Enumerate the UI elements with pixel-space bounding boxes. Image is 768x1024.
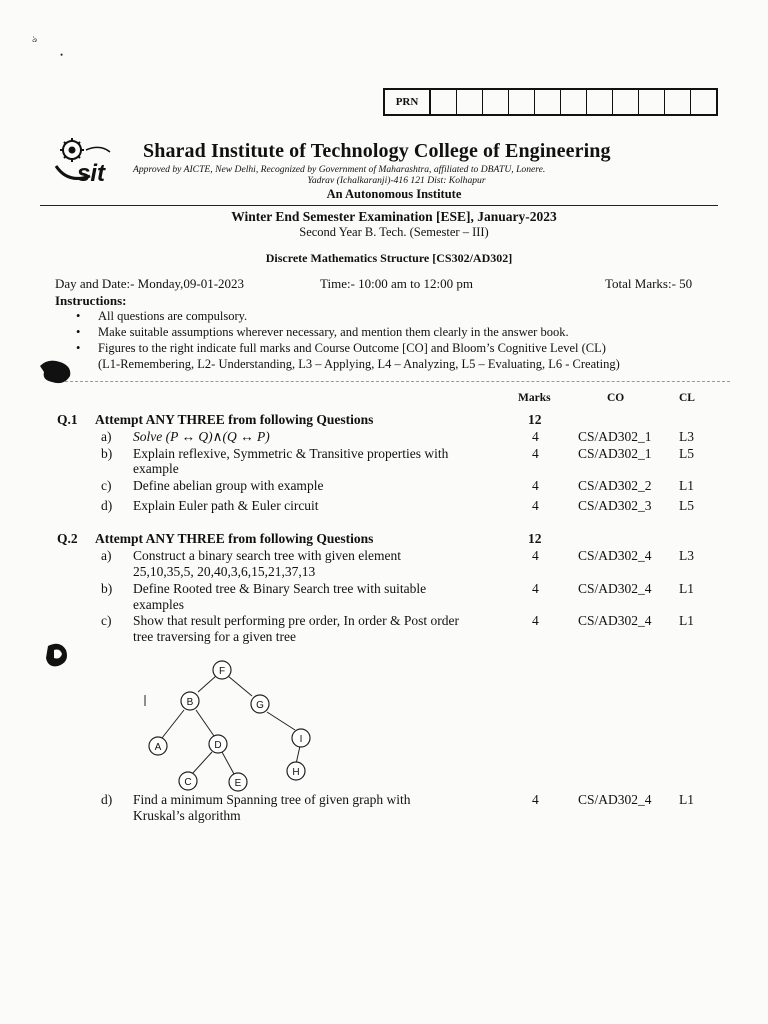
part-marks: 4 [532,792,539,807]
tree-edge [196,710,214,736]
prn-cell [561,90,587,114]
prn-label: PRN [385,90,431,114]
part-label: c) [101,478,112,493]
tree-node-label: B [186,697,194,708]
prn-cell [535,90,561,114]
part-text: Find a minimum Spanning tree of given graph with [133,792,411,807]
part-text: Show that result performing pre order, In order & Post order [133,613,460,628]
prn-box [383,88,718,116]
part-text: Construct a binary search tree with given element [133,548,402,563]
tree-edge [267,712,295,730]
prn-cell [483,90,509,114]
prn-cell [613,90,639,114]
question-number: Q.1 [57,412,78,427]
part-text-cont: Kruskal’s algorithm [133,808,241,823]
scan-mark: ঌ [32,34,38,44]
tree-edge [222,752,234,774]
part-cl: L5 [679,446,694,461]
prn-cell [431,90,457,114]
bullet: • [76,309,81,323]
part-cl: L1 [679,613,694,628]
part-marks: 4 [532,446,539,461]
day-date: Day and Date:- Monday,09-01-2023 [55,276,245,291]
cl-column-header: CL [679,392,695,404]
punch-hole-mark [40,640,74,670]
tree-edge [192,752,212,774]
part-co: CS/AD302_4 [578,548,652,563]
part-label: a) [101,429,112,444]
part-co: CS/AD302_2 [578,478,652,493]
part-co: CS/AD302_4 [578,613,652,628]
question-marks: 12 [528,412,542,427]
punch-hole-mark [36,356,76,386]
tree-node-label: E [234,778,242,789]
part-marks: 4 [532,613,539,628]
part-text-cont: examples [133,597,184,612]
part-text: Define Rooted tree & Binary Search tree with suitable [133,581,427,596]
part-label: c) [101,613,112,628]
prn-cell [587,90,613,114]
part-label: d) [101,498,113,513]
part-marks: 4 [532,581,539,596]
scan-mark: • [60,50,64,60]
tree-edge [296,746,300,764]
approval-text: Approved by AICTE, New Delhi, Recognized by Government of Maharashtra, affiliated to DBATU, Lonere. [133,164,546,175]
part-text: Explain Euler path & Euler circuit [133,498,319,513]
part-text: Define abelian group with example [133,478,324,493]
question-title: Attempt ANY THREE from following Questions [95,531,374,546]
part-label: d) [101,792,113,807]
tree-node-label: D [214,740,222,751]
tree-node-label: I [299,734,303,745]
part-text: Solve (P ↔ Q)∧(Q ↔ P) [133,429,270,444]
question-number: Q.2 [57,531,78,546]
part-label: b) [101,446,113,461]
part-co: CS/AD302_1 [578,429,652,444]
part-label: a) [101,548,112,563]
subject-title: Discrete Mathematics Structure [CS302/AD302] [265,251,513,265]
prn-cell [665,90,691,114]
header-rule [40,205,718,206]
part-marks: 4 [532,548,539,563]
part-cl: L5 [679,498,694,513]
bullet: • [76,341,81,355]
exam-time: Time:- 10:00 am to 12:00 pm [320,276,473,291]
part-text-cont: example [133,461,179,476]
prn-cell [509,90,535,114]
part-co: CS/AD302_1 [578,446,652,461]
binary-tree-diagram [130,658,330,794]
tree-node-label: F [218,666,226,677]
part-cl: L1 [679,792,694,807]
bloom-levels: (L1-Remembering, L2- Understanding, L3 – Applying, L4 – Analyzing, L5 – Evaluating, L6 - Creating) [98,357,620,371]
part-co: CS/AD302_3 [578,498,652,513]
part-co: CS/AD302_4 [578,792,652,807]
part-text-cont: tree traversing for a given tree [133,629,297,644]
tree-node-label: H [292,767,300,778]
marks-column-header: Marks [518,392,551,404]
part-marks: 4 [532,429,539,444]
tree-edge [162,710,184,738]
tree-node-label: C [184,777,192,788]
address-text: Yadrav (Ichalkaranji)-416 121 Dist: Kolhapur [307,175,486,186]
part-cl: L3 [679,429,694,444]
part-co: CS/AD302_4 [578,581,652,596]
tree-node-label: G [256,700,264,711]
autonomous-label: An Autonomous Institute [326,187,462,201]
prn-cell [639,90,665,114]
divider [60,381,730,382]
part-label: b) [101,581,113,596]
part-marks: 4 [532,478,539,493]
bullet: • [76,325,81,339]
exam-title: Winter End Semester Examination [ESE], January-2023 [231,209,557,224]
logo-text: sit [77,160,106,186]
year-semester: Second Year B. Tech. (Semester – III) [299,225,489,239]
part-marks: 4 [532,498,539,513]
tree-edge [228,676,252,696]
instructions-heading: Instructions: [55,293,127,308]
total-marks: Total Marks:- 50 [605,276,693,291]
question-marks: 12 [528,531,542,546]
part-text: Explain reflexive, Symmetric & Transitive properties with [133,446,449,461]
part-text-cont: 25,10,35,5, 20,40,3,6,15,21,37,13 [133,564,316,579]
co-column-header: CO [607,392,625,404]
prn-cell [457,90,483,114]
tree-edge [198,676,216,692]
question-title: Attempt ANY THREE from following Questions [95,412,374,427]
college-name: Sharad Institute of Technology College of Engineering [143,140,611,162]
tree-node-label: A [154,742,162,753]
part-cl: L1 [679,478,694,493]
prn-cell [691,90,716,114]
part-cl: L3 [679,548,694,563]
part-cl: L1 [679,581,694,596]
